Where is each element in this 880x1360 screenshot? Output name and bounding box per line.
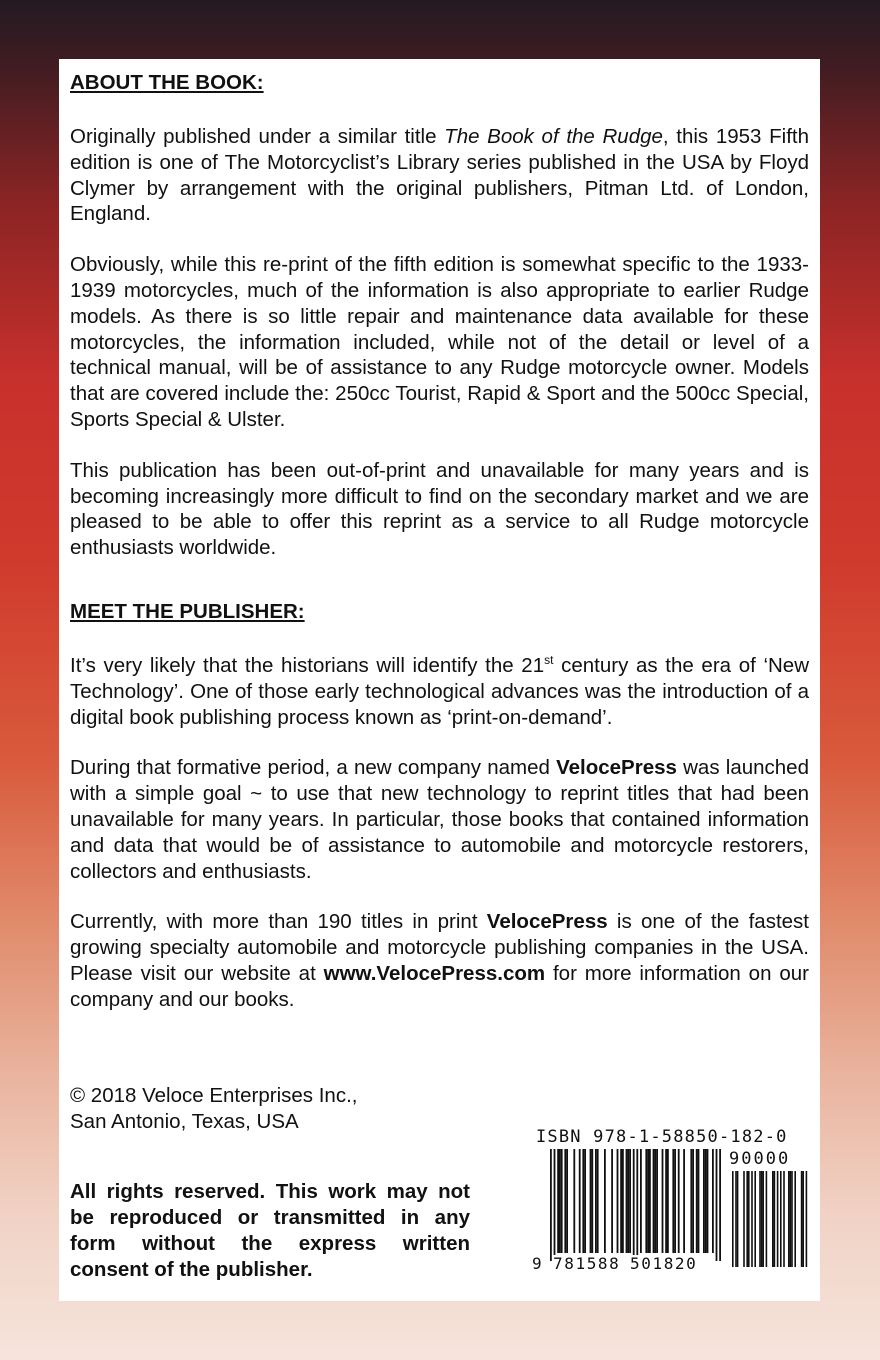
bottom-section: [70, 1083, 810, 1281]
back-cover-panel: [59, 59, 820, 1301]
publisher-paragraph-3: Currently, with more than 190 titles in print VelocePress is one of the fastest growing specialty automobile and motorcycle publishing companies in the USA. Please visit our website at www.VelocePress.com for more information on our company and our books.: [70, 910, 809, 1011]
barcode-bar: [566, 1149, 568, 1253]
about-heading: ABOUT THE BOOK:: [70, 71, 264, 94]
about-paragraph-2: Obviously, while this re-print of the fifth edition is somewhat specific to the 1933-1939 motorcycles, much of the information is also appropriate to earlier Rudge models. As there is so little repair and maintenance data available for these motorcycles, the information included, while not of the detail or level of a technical manual, will be of assistance to any Rudge motorcycle owner. Models that are covered include the: 250cc Tourist, Rapid & Sport and the 500cc Special, Sports Special & Ulster.: [70, 253, 809, 431]
barcode-bar: [604, 1149, 606, 1253]
barcode-bar: [716, 1149, 718, 1261]
addon-bar: [751, 1171, 753, 1267]
barcode-bar: [683, 1149, 685, 1253]
barcode-bar: [629, 1149, 631, 1253]
barcode-bar: [590, 1149, 592, 1253]
barcode-bar: [703, 1149, 705, 1253]
publisher-paragraph-2: During that formative period, a new company named VelocePress was launched with a simple goal ~ to use that new technology to reprint titles that had been unavailable for many years. In particular, those books that contained information and data that would be of assistance to automobile and motorcycle restorers, collectors and enthusiasts.: [70, 756, 809, 883]
barcode-bar: [591, 1149, 593, 1253]
barcode-bar: [611, 1149, 613, 1253]
isbn-label: ISBN 978-1-58850-182-0: [536, 1127, 788, 1147]
addon-bar: [748, 1171, 750, 1267]
barcode-bar: [595, 1149, 597, 1253]
addon-bar: [802, 1171, 804, 1267]
publisher-paragraph-1: It’s very likely that the historians will identify the 21st century as the era of ‘New Technology’. One of those early technological advances was the introduction of a digital book publishing process known as ‘print-on-demand’.: [70, 653, 810, 729]
barcode-bar: [573, 1149, 575, 1253]
barcode-bar: [554, 1149, 556, 1261]
barcode-bar: [654, 1149, 656, 1253]
ean-left-digits: 781588: [553, 1254, 621, 1273]
barcode-bar: [707, 1149, 709, 1253]
addon-bar: [777, 1171, 779, 1267]
barcode-bar: [690, 1149, 692, 1253]
barcode-bar: [582, 1149, 584, 1253]
isbn-barcode: [532, 1127, 816, 1275]
barcode-bar: [622, 1149, 624, 1253]
barcode-bar: [627, 1149, 629, 1253]
addon-bar: [772, 1171, 774, 1267]
ean-first-digit: 9: [532, 1254, 542, 1273]
barcode-bar: [692, 1149, 694, 1253]
barcode-bar: [557, 1149, 559, 1253]
barcode-bar: [626, 1149, 628, 1253]
addon-bar: [754, 1171, 756, 1267]
addon-bar: [743, 1171, 745, 1267]
barcode-bar: [662, 1149, 664, 1253]
barcode-bars: [536, 1127, 816, 1275]
barcode-bar: [696, 1149, 698, 1253]
barcode-bar: [705, 1149, 707, 1253]
addon-bar: [774, 1171, 776, 1267]
barcode-bar: [597, 1149, 599, 1253]
addon-bar: [746, 1171, 748, 1267]
about-paragraph-3: This publication has been out-of-print and unavailable for many years and is becoming increasingly more difficult to find on the secondary market and we are pleased to be able to offer this reprint as a service to all Rudge motorcycle enthusiasts worldwide.: [70, 458, 809, 560]
copyright-line: © 2018 Veloce Enterprises Inc.,: [70, 1084, 358, 1107]
location-line: San Antonio, Texas, USA: [70, 1109, 299, 1133]
addon-bar: [732, 1171, 734, 1267]
barcode-bar: [647, 1149, 649, 1253]
barcode-bar: [579, 1149, 581, 1253]
barcode-bar: [672, 1149, 674, 1253]
addon-bar: [806, 1171, 808, 1267]
barcode-bar: [617, 1149, 619, 1253]
barcode-bar: [645, 1149, 647, 1253]
barcode-bar: [559, 1149, 561, 1253]
about-paragraph-1: Originally published under a similar title The Book of the Rudge, this 1953 Fifth edition is one of The Motorcyclist’s Library series published in the USA by Floyd Clymer by arrangement with the original publishers, Pitman Ltd. of London, England.: [70, 125, 809, 226]
addon-bar: [791, 1171, 793, 1267]
addon-bar: [761, 1171, 763, 1267]
addon-bar: [780, 1171, 782, 1267]
barcode-bar: [656, 1149, 658, 1253]
addon-bar: [783, 1171, 785, 1267]
addon-bar: [766, 1171, 768, 1267]
addon-bar: [762, 1171, 764, 1267]
website-link[interactable]: www.VelocePress.com: [323, 961, 546, 985]
addon-bar: [788, 1171, 790, 1267]
barcode-bar: [633, 1149, 635, 1261]
barcode-bar: [653, 1149, 655, 1253]
barcode-bar: [712, 1149, 714, 1253]
barcode-bar: [678, 1149, 680, 1253]
addon-bar: [737, 1171, 739, 1267]
barcode-bar: [674, 1149, 676, 1253]
barcode-bar: [636, 1149, 638, 1261]
brand-name: VelocePress: [486, 910, 608, 934]
barcode-bar: [667, 1149, 669, 1253]
barcode-bar: [620, 1149, 622, 1253]
publisher-heading: MEET THE PUBLISHER:: [70, 599, 305, 623]
brand-name: VelocePress: [556, 756, 677, 780]
barcode-bar: [698, 1149, 700, 1253]
book-title: The Book of the Rudge: [444, 125, 663, 148]
addon-bar: [735, 1171, 737, 1267]
addon-bar: [790, 1171, 792, 1267]
barcode-bar: [550, 1149, 552, 1261]
addon-bar: [759, 1171, 761, 1267]
barcode-bar: [649, 1149, 651, 1253]
barcode-bar: [640, 1149, 642, 1253]
price-code: 90000: [729, 1149, 791, 1169]
rights-notice: All rights reserved. This work may not be reproduced or transmitted in any form without the express written consent of the publisher.: [70, 1180, 470, 1281]
barcode-bar: [561, 1149, 563, 1253]
barcode-bar: [564, 1149, 566, 1253]
ean-right-digits: 501820: [630, 1254, 698, 1273]
addon-bar: [794, 1171, 796, 1267]
addon-bar: [801, 1171, 803, 1267]
barcode-bar: [665, 1149, 667, 1253]
barcode-bar: [719, 1149, 721, 1261]
barcode-bar: [584, 1149, 586, 1253]
